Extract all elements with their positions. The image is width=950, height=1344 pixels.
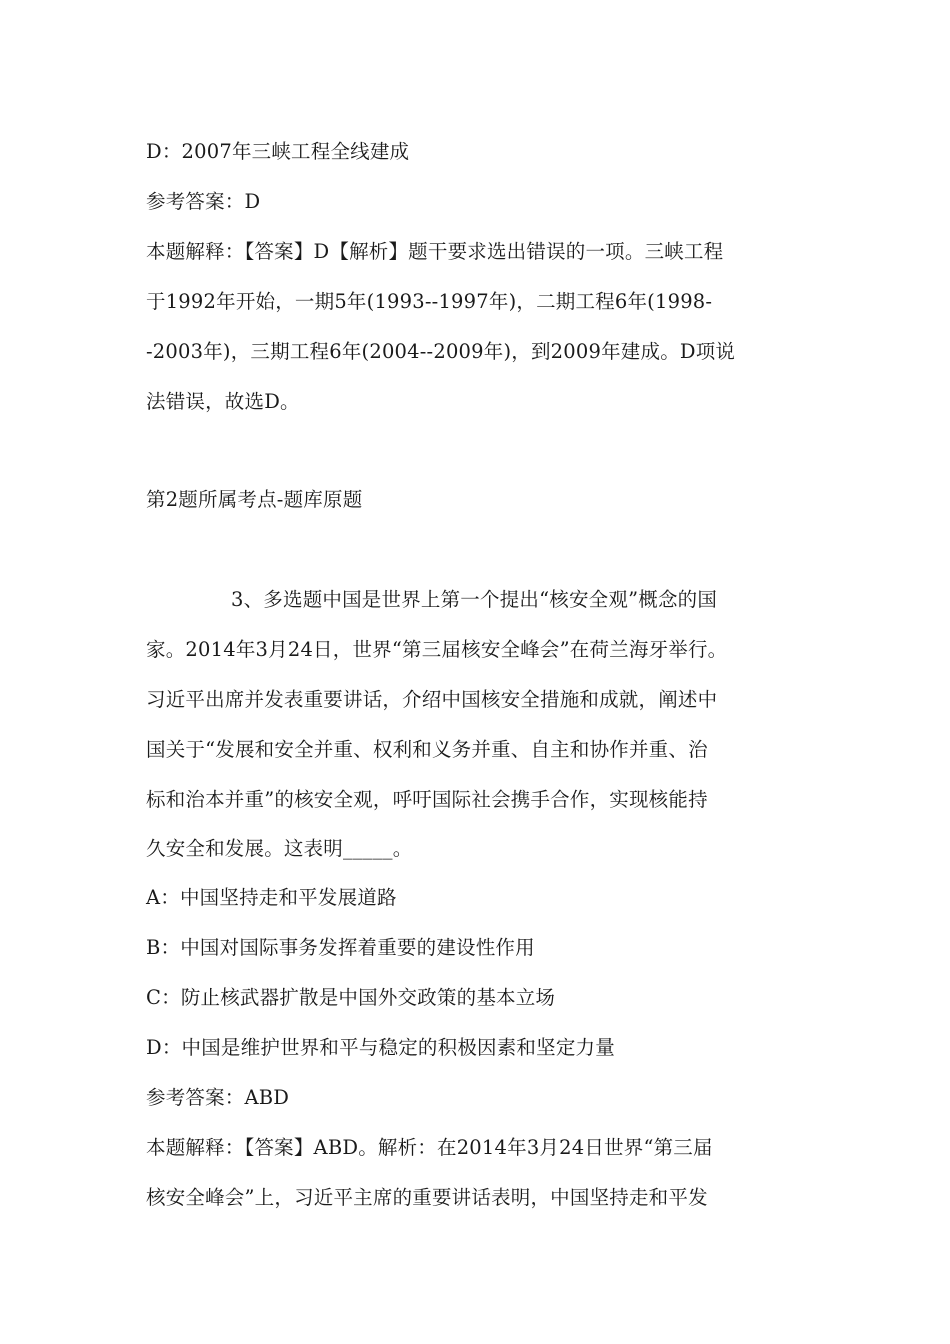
q3-explanation-line: 本题解释：【答案】ABD。解析：在2014年3月24日世界“第三届 [146,1136,713,1159]
q2-knowledge-point: 第2题所属考点-题库原题 [146,488,363,511]
q3-option-c: C：防止核武器扩散是中国外交政策的基本立场 [146,986,556,1009]
q3-stem-line: 国关于“发展和安全并重、权利和义务并重、自主和协作并重、治 [146,738,708,761]
q2-explanation-line: 法错误，故选D。 [146,390,300,413]
q2-explanation-line: 本题解释：【答案】D【解析】题干要求选出错误的一项。三峡工程 [146,240,724,263]
q3-explanation-line: 核安全峰会”上，习近平主席的重要讲话表明，中国坚持走和平发 [146,1186,708,1209]
q2-explanation-line: 于1992年开始，一期5年(1993--1997年)，二期工程6年(1998- [146,290,713,313]
q3-stem-line: 习近平出席并发表重要讲话，介绍中国核安全措施和成就，阐述中 [146,688,718,711]
q3-option-a: A：中国坚持走和平发展道路 [146,886,397,909]
q2-option-d: D：2007年三峡工程全线建成 [146,140,410,163]
q2-explanation-line: -2003年)，三期工程6年(2004--2009年)，到2009年建成。D项说 [146,340,736,363]
q3-answer: 参考答案：ABD [146,1086,290,1109]
q3-stem-line: 3、多选题中国是世界上第一个提出“核安全观”概念的国 [231,588,718,611]
q3-stem-line: 久安全和发展。这表明_____。 [146,837,413,860]
q2-answer: 参考答案：D [146,190,261,213]
q3-stem-line: 家。2014年3月24日，世界“第三届核安全峰会”在荷兰海牙举行。 [146,638,728,661]
q3-option-b: B：中国对国际事务发挥着重要的建设性作用 [146,936,535,959]
q3-stem-line: 标和治本并重”的核安全观，呼吁国际社会携手合作，实现核能持 [146,788,708,811]
q3-option-d: D：中国是维护世界和平与稳定的积极因素和坚定力量 [146,1036,615,1059]
